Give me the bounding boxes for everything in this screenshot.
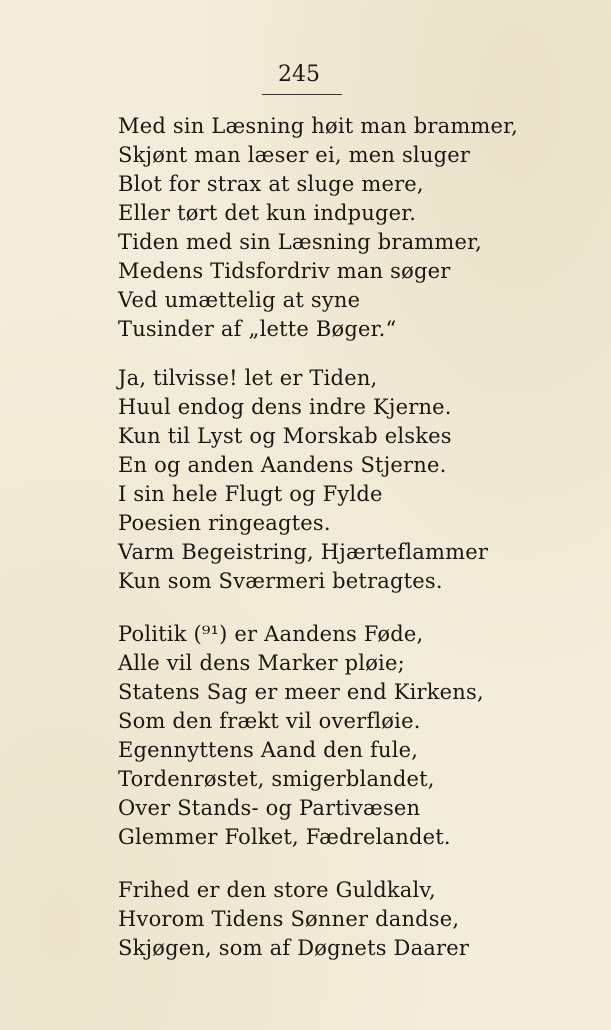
- verse-line: Eller tørt det kun indpuger.: [118, 201, 417, 225]
- stanza-1: [118, 112, 518, 344]
- verse-line: Huul endog dens indre Kjerne.: [118, 395, 452, 419]
- verse-line: Skjøgen, som af Døgnets Daarer: [118, 936, 470, 960]
- stanza-2: [118, 364, 498, 596]
- verse-line: Alle vil dens Marker pløie;: [118, 651, 405, 675]
- verse-line: Statens Sag er meer end Kirkens,: [118, 680, 484, 704]
- verse-line: Ved umættelig at syne: [118, 288, 361, 312]
- verse-line: Politik (⁹¹) er Aandens Føde,: [118, 622, 424, 646]
- verse-line: Som den frækt vil overfløie.: [118, 709, 421, 733]
- verse-line: Glemmer Folket, Fædrelandet.: [118, 825, 451, 849]
- page-number: 245: [278, 62, 320, 87]
- stanza-3: [118, 620, 498, 852]
- verse-line: Skjønt man læser ei, men sluger: [118, 143, 471, 167]
- verse-line: Tiden med sin Læsning brammer,: [118, 230, 482, 254]
- stanza-4: [118, 876, 498, 963]
- verse-line: Kun til Lyst og Morskab elskes: [118, 424, 452, 448]
- verse-line: I sin hele Flugt og Fylde: [118, 482, 383, 506]
- verse-line: Varm Begeistring, Hjærteflammer: [118, 540, 489, 564]
- verse-line: Frihed er den store Guldkalv,: [118, 878, 436, 902]
- verse-line: Tordenrøstet, smigerblandet,: [118, 767, 435, 791]
- verse-line: Hvorom Tidens Sønner dandse,: [118, 907, 460, 931]
- verse-line: Med sin Læsning høit man brammer,: [118, 114, 518, 138]
- verse-line: Blot for strax at sluge mere,: [118, 172, 424, 196]
- verse-line: Over Stands- og Partivæsen: [118, 796, 421, 820]
- verse-line: Tusinder af „lette Bøger.“: [118, 317, 397, 341]
- verse-line: En og anden Aandens Stjerne.: [118, 453, 447, 477]
- page-number-rule: [262, 94, 342, 95]
- verse-line: Egennyttens Aand den fule,: [118, 738, 419, 762]
- verse-line: Medens Tidsfordriv man søger: [118, 259, 451, 283]
- verse-line: Ja, tilvisse! let er Tiden,: [118, 366, 378, 390]
- verse-line: Kun som Sværmeri betragtes.: [118, 569, 443, 593]
- verse-line: Poesien ringeagtes.: [118, 511, 331, 535]
